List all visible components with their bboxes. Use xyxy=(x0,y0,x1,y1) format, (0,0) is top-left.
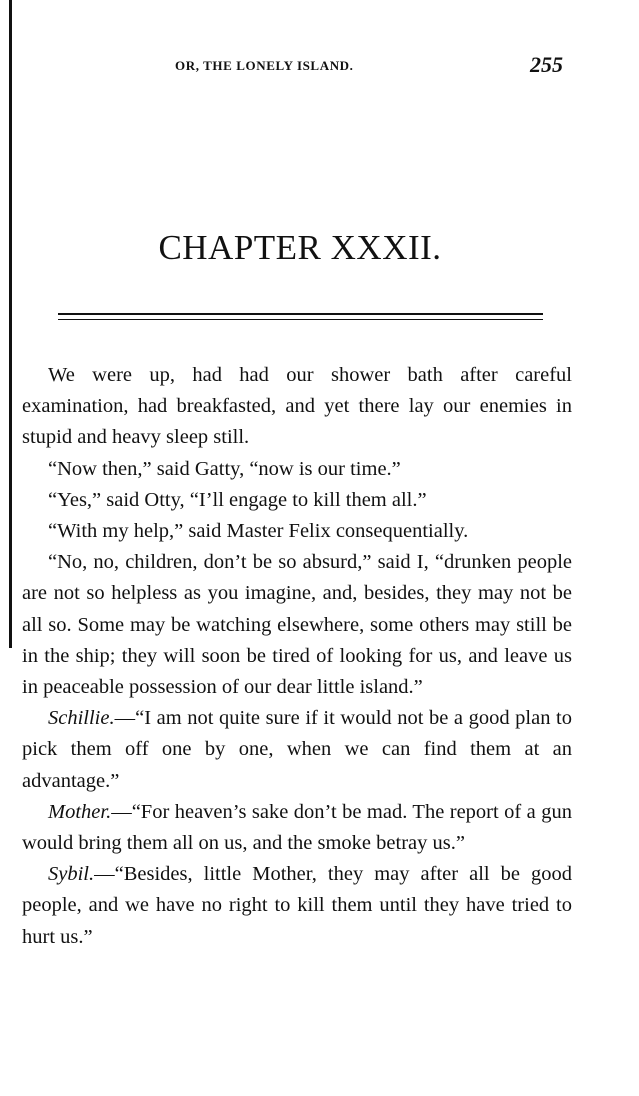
paragraph xyxy=(22,859,572,953)
paragraph-text: We were up, had had our shower bath after careful examination, had breakfasted, and yet there lay our enemies in stupid and heavy sleep still. xyxy=(22,364,572,449)
paragraph-text: “No, no, children, don’t be so absurd,” said I, “drunken people are not so helpless as you imagine, and, besides, they may not be all so. Some may be watching elsewhere, some others may still be in the ship; they will soon be tired of looking for us, and leave us in peaceable possession of our dear little island.” xyxy=(22,551,572,699)
running-head xyxy=(0,54,639,80)
paragraph xyxy=(22,797,572,859)
speaker-name: Schillie. xyxy=(48,707,115,730)
paragraph xyxy=(22,547,572,703)
paragraph-text: —“Besides, little Mother, they may after all be good people, and we have no right to kill them until they have tried to hurt us.” xyxy=(22,863,572,948)
paragraph-text: “With my help,” said Master Felix consequentially. xyxy=(48,520,469,543)
speaker-name: Mother. xyxy=(48,800,112,823)
paragraph xyxy=(22,454,572,485)
chapter-rule-thin xyxy=(58,319,543,320)
chapter-title: CHAPTER XXXII. xyxy=(158,228,442,267)
chapter-body xyxy=(22,360,572,953)
paragraph-text: “Now then,” said Gatty, “now is our time.” xyxy=(48,457,401,480)
page-number: 255 xyxy=(530,52,563,77)
speaker-name: Sybil. xyxy=(48,863,95,886)
running-title: OR, THE LONELY ISLAND. xyxy=(175,58,354,73)
paragraph xyxy=(22,485,572,516)
paragraph xyxy=(22,360,572,454)
paragraph xyxy=(22,703,572,797)
paragraph xyxy=(22,516,572,547)
paragraph-text: —“For heaven’s sake don’t be mad. The report of a gun would bring them all on us, and the smoke betray us.” xyxy=(22,800,572,855)
page-binding-edge xyxy=(9,0,12,648)
paragraph-text: —“I am not quite sure if it would not be a good plan to pick them off one by one, when we can find them at an advantage.” xyxy=(22,707,572,792)
paragraph-text: “Yes,” said Otty, “I’ll engage to kill them all.” xyxy=(48,488,427,511)
chapter-rule-thick xyxy=(58,313,543,315)
